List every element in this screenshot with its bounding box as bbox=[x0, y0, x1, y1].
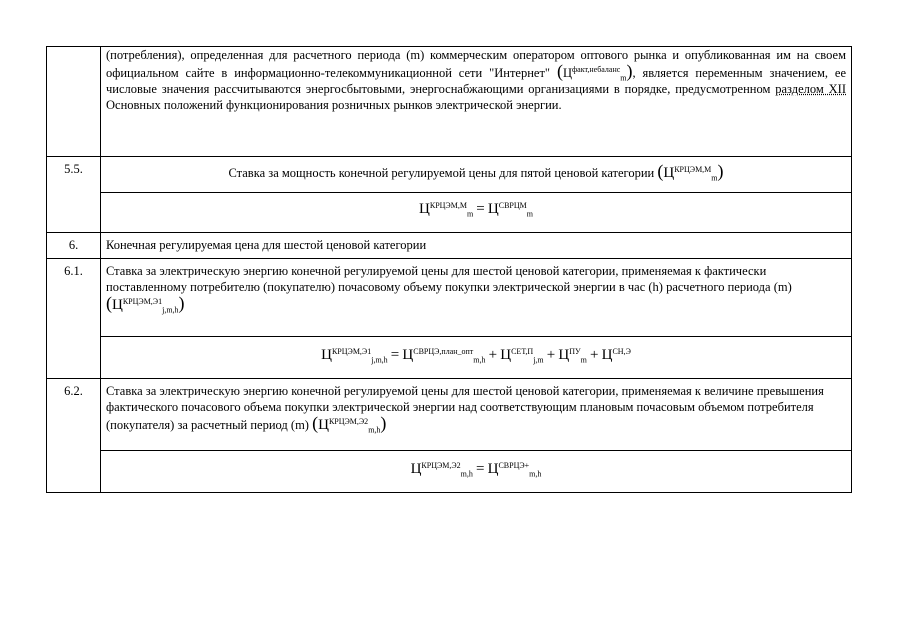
formula-cell: $Ц^{КРЦЭМ,Э1}_{j,m,h} = Ц^{СВРЦЭ,план\_опт}_{m,h} + Ц^{СЕТ,П}_{j,m} + Ц^{ПУ}_m + Ц^{СН,Э}$ bbox=[101, 337, 852, 379]
formula-row bbox=[47, 193, 852, 233]
formula-row bbox=[47, 451, 852, 493]
row-number-cell bbox=[47, 47, 101, 157]
table-row bbox=[47, 259, 852, 337]
row-number-cell: 6.2. bbox=[47, 379, 101, 493]
description-cell: Ставка за мощность конечной регулируемой цены для пятой ценовой категории $(Ц^{КРЦЭМ,М}_m)$ bbox=[101, 157, 852, 193]
row-number-cell: 5.5. bbox=[47, 157, 101, 233]
description-cell: Ставка за электрическую энергию конечной регулируемой цены для шестой ценовой категории, применяемая к величине превышения фактического почасового объема покупки электрической энергии над соответствующим плановым почасовым объемом потребителя (покупателя) за расчетный период (m) $(Ц^{КРЦЭМ,Э2}_{m,h})$ bbox=[101, 379, 852, 451]
description-text: (потребления), определенная для расчетного периода (m) коммерческим оператором оптового рынка и опубликованная им на своем официальном сайте в информационно-телекоммуникационной сети "Интернет" bbox=[106, 48, 846, 80]
table-row bbox=[47, 157, 852, 193]
description-text: , является переменным значением, ее числовые значения рассчитываются энергосбытовыми, энергоснабжающими организациями в порядке, предусмотренном bbox=[106, 66, 846, 96]
section-link[interactable]: разделом XII bbox=[775, 82, 846, 96]
description-cell: Ставка за электрическую энергию конечной регулируемой цены для шестой ценовой категории, применяемая к фактически поставленному потребителю (покупателю) почасовому объему покупки электрической энергии в час (h) расчетного периода (m) $(Ц^{КРЦЭМ,Э1}_{j,m,h})$ bbox=[101, 259, 852, 337]
table-row bbox=[47, 233, 852, 259]
table-row bbox=[47, 47, 852, 157]
row-number-cell: 6. bbox=[47, 233, 101, 259]
table-row bbox=[47, 379, 852, 451]
tariff-table bbox=[46, 46, 852, 493]
formula-cell: $Ц^{КРЦЭМ,М}_m = Ц^{СВРЦМ}_m$ bbox=[101, 193, 852, 233]
description-cell: (потребления), определенная для расчетного периода (m) коммерческим оператором оптового рынка и опубликованная им на своем официальном сайте в информационно-телекоммуникационной сети "Интернет" $(Ц^{факт,небаланс}_m)$, является переменным значением, ее числовые значения рассчитываются энергосбытовыми, энергоснабжающими организациями в порядке, предусмотренном разделом XII Основных положений функционирования розничных рынков электрической энергии. bbox=[101, 47, 852, 157]
row-number-cell: 6.1. bbox=[47, 259, 101, 379]
formula-row bbox=[47, 337, 852, 379]
formula-symbol: Ц bbox=[562, 66, 572, 80]
description-cell: Конечная регулируемая цена для шестой ценовой категории bbox=[101, 233, 852, 259]
formula-cell: $Ц^{КРЦЭМ,Э2}_{m,h} = Ц^{СВРЦЭ+}_{m,h}$ bbox=[101, 451, 852, 493]
description-text: Основных положений функционирования розничных рынков электрической энергии. bbox=[106, 98, 562, 112]
